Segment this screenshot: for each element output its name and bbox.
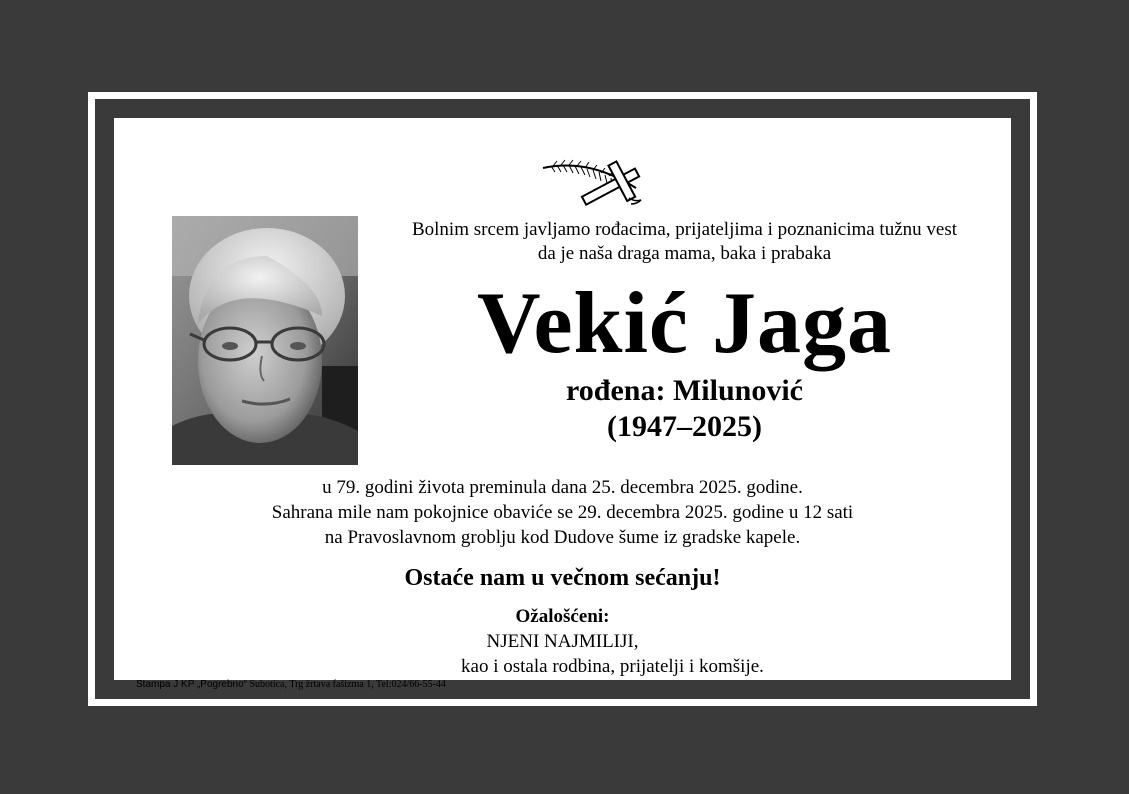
life-years: (1947–2025) [607,410,762,443]
maiden-name: rođena: Milunović [566,374,803,407]
mourners-title: Ožalošćeni: [515,606,610,627]
funeral-details: Sahrana mile nam pokojnice obaviće se 29. decembra 2025. godine u 12 sati [271,502,854,523]
intro-line-1: Bolnim srcem javljamo rođacima, prijateljima i poznanicima tužnu vest [411,219,958,240]
printer-name: Stampa J KP „Pogrebno“ [136,679,247,690]
printer-footer [136,679,446,691]
printer-address: Subotica, Trg žrtava fašizma 1, Tel:024/66-55-44 [247,679,446,690]
deceased-name: Vekić Jaga [477,275,892,372]
portrait-photo [172,216,358,465]
card-content [114,118,1011,690]
card-frame [95,99,1030,699]
remembrance-text: Ostaće nam u večnom sećanju! [404,565,721,591]
obituary-card [88,92,1037,706]
intro-line-2: da je naša draga mama, baka i prabaka [537,243,832,264]
death-details: u 79. godini života preminula dana 25. decembra 2025. godine. [322,477,803,498]
funeral-location: na Pravoslavnom groblju kod Dudove šume iz gradske kapele. [324,527,801,548]
mourners-line-2: kao i ostala rodbina, prijatelji i komšije. [461,656,764,677]
mourners-line-1: NJENI NAJMILIJI, [486,631,639,652]
cross-with-palm-branch-icon [541,158,651,210]
